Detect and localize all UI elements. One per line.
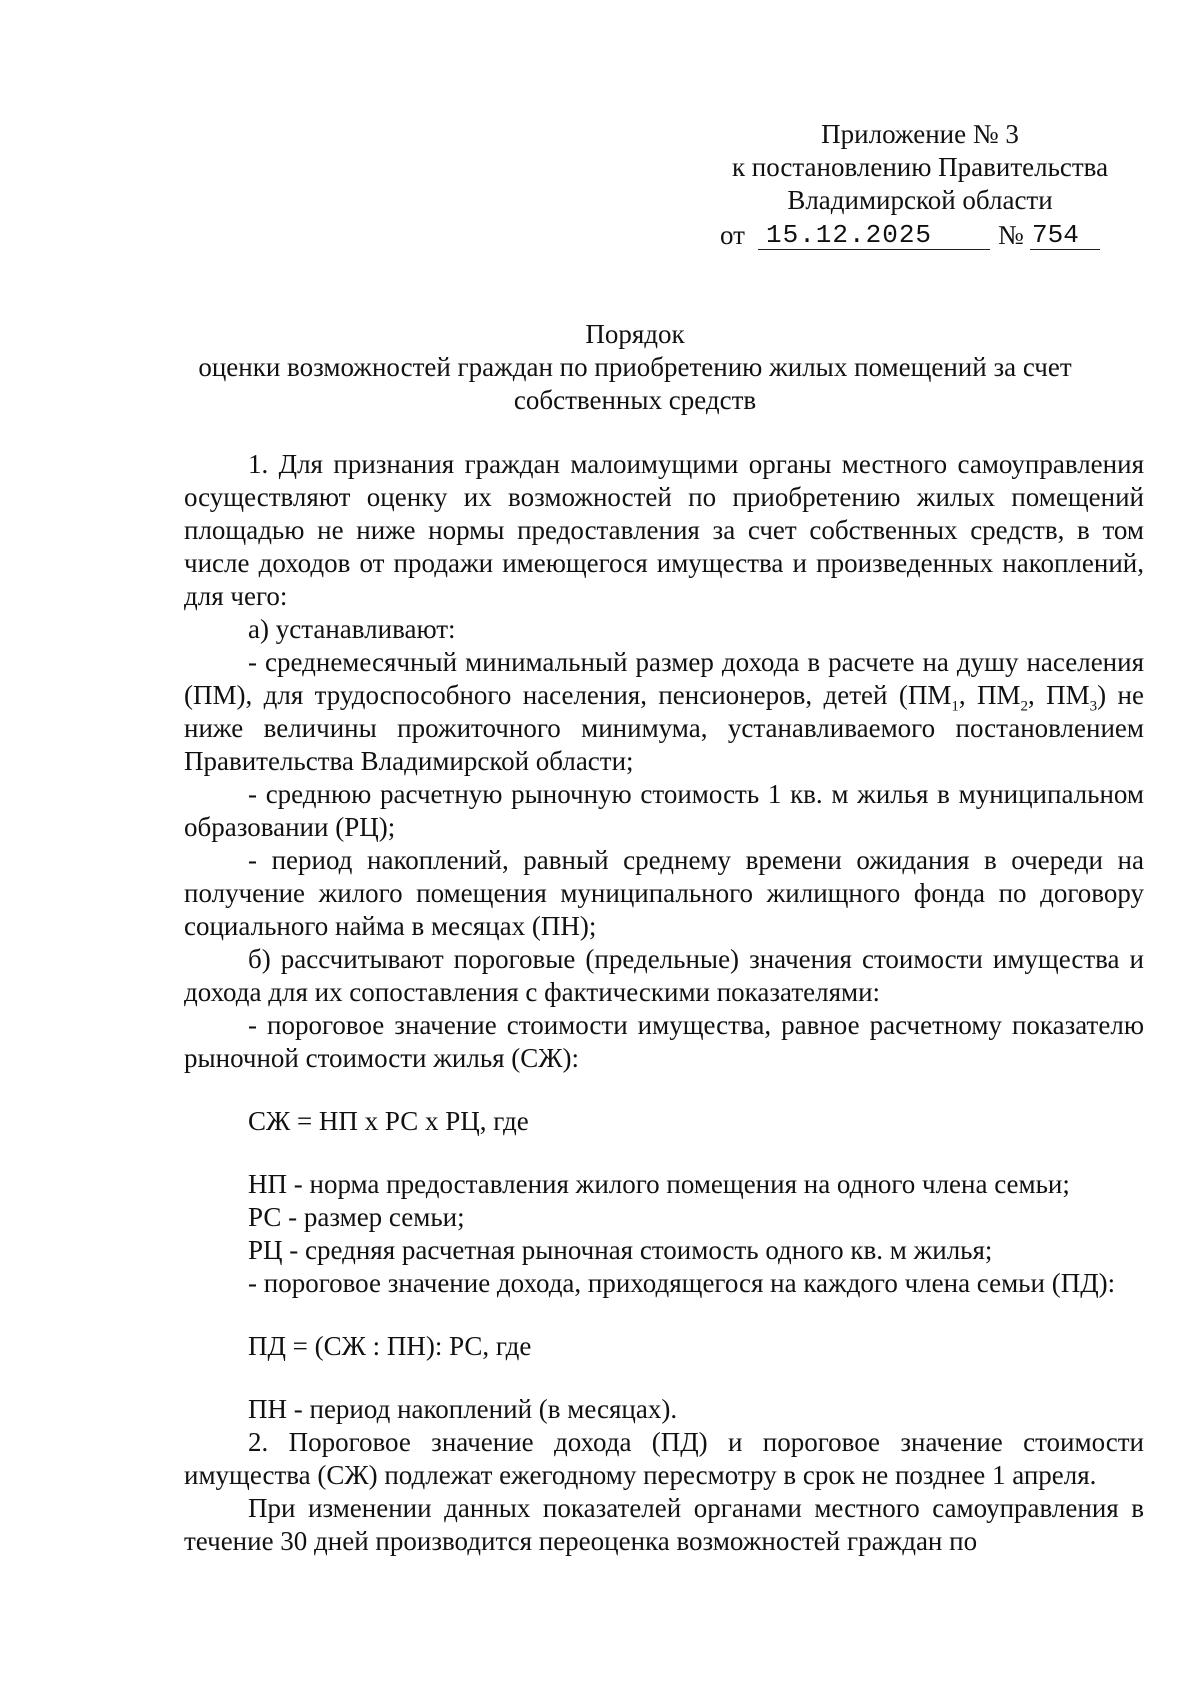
appendix-header <box>720 118 1120 255</box>
paragraph-b: б) рассчитывают пороговые (предельные) значения стоимости имущества и дохода для их сопоставления с фактическими показателями: <box>184 944 1144 1007</box>
date-prefix: от <box>720 220 745 250</box>
decree-date: 15.12.2025 <box>766 220 933 250</box>
pm-sub-1: 1 <box>951 698 959 715</box>
pm-sep-1: , ПМ <box>958 680 1021 710</box>
definition-rs: РС - размер семьи; <box>248 1202 465 1232</box>
appendix-number: Приложение № 3 <box>821 119 1019 149</box>
paragraph-3: При изменении данных показателей органами местного самоуправления в течение 30 дней производится переоценка возможностей граждан по <box>184 1493 1144 1556</box>
number-underline <box>1030 249 1100 250</box>
paragraph-rc: - среднюю расчетную рыночную стоимость 1 кв. м жилья в муниципальном образовании (РЦ); <box>184 779 1144 842</box>
pm-text-2: ) не ниже величины прожиточного минимума, устанавливаемого постановлением Правительства Владимирской области; <box>184 680 1144 776</box>
paragraph-2: 2. Пороговое значение дохода (ПД) и пороговое значение стоимости имущества (СЖ) подлежат ежегодному пересмотру в срок не позднее 1 апреля. <box>184 1427 1144 1490</box>
paragraph-pm <box>184 646 1144 778</box>
pm-sub-3: 3 <box>1089 698 1098 715</box>
appendix-ref: к постановлению Правительства <box>731 152 1109 182</box>
decree-date-line <box>720 219 1120 255</box>
title-line-3: собственных средств <box>513 385 757 415</box>
definition-pn: ПН - период накоплений (в месяцах). <box>248 1394 678 1424</box>
document-title <box>190 318 1080 417</box>
date-underline <box>758 249 990 250</box>
definition-np: НП - норма предоставления жилого помещения на одного члена семьи; <box>248 1169 1070 1199</box>
document-body <box>184 448 1144 1558</box>
appendix-region: Владимирской области <box>787 185 1053 215</box>
paragraph-pd: - пороговое значение дохода, приходящегося на каждого члена семьи (ПД): <box>248 1268 1116 1298</box>
pm-text-1: - среднемесячный минимальный размер дохода в расчете на душу населения (ПМ), для трудоспособного населения, пенсионеров, детей (ПМ <box>184 647 1144 710</box>
formula-sj: СЖ = НП х РС х РЦ, где <box>248 1106 529 1136</box>
paragraph-a: а) устанавливают: <box>248 614 456 644</box>
paragraph-pn: - период накоплений, равный среднему времени ожидания в очереди на получение жилого помещения муниципального жилищного фонда по договору социального найма в месяцах (ПН); <box>184 845 1144 941</box>
title-line-2: оценки возможностей граждан по приобретению жилых помещений за счет <box>198 352 1072 382</box>
decree-number: 754 <box>1032 220 1079 250</box>
paragraph-sj: - пороговое значение стоимости имущества, равное расчетному показателю рыночной стоимости жилья (СЖ): <box>184 1010 1144 1073</box>
formula-pd: ПД = (СЖ : ПН): РС, где <box>248 1331 532 1361</box>
number-sign: № <box>998 220 1024 250</box>
title-line-1: Порядок <box>585 319 685 349</box>
pm-sub-2: 2 <box>1020 698 1029 715</box>
definition-rc: РЦ - средняя расчетная рыночная стоимость одного кв. м жилья; <box>248 1235 993 1265</box>
pm-sep-2: , ПМ <box>1028 680 1090 710</box>
paragraph-1: 1. Для признания граждан малоимущими органы местного самоуправления осуществляют оценку их возможностей по приобретению жилых помещений площадью не ниже нормы предоставления за счет собственных средств, в том числе доходов от продажи имеющегося имущества и произведенных накоплений, для чего: <box>184 449 1144 611</box>
